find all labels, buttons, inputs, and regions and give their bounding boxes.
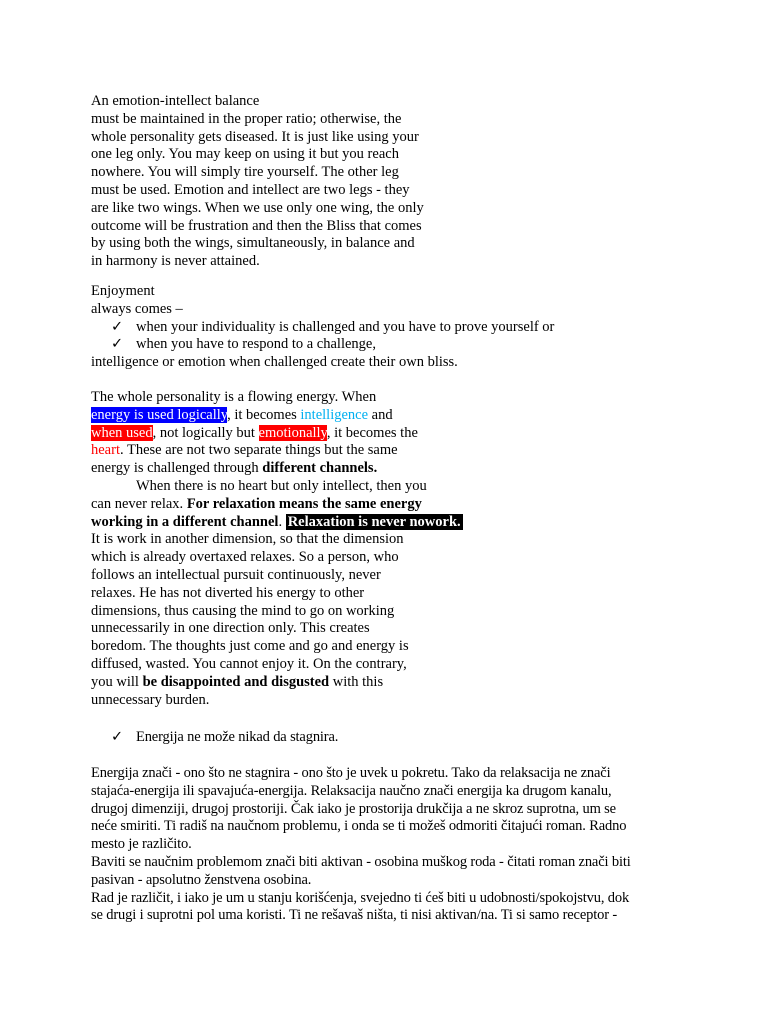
- text-run: , not logically but: [152, 424, 259, 441]
- text-line: outcome will be frustration and then the Bliss that comes: [91, 217, 422, 234]
- text-line: boredom. The thoughts just come and go and energy is: [91, 638, 409, 655]
- highlight-red: when used: [91, 424, 153, 441]
- text-run: and: [368, 406, 393, 423]
- text-line: follows an intellectual pursuit continuously, never: [91, 566, 381, 583]
- enjoyment-heading: Enjoyment: [91, 283, 155, 299]
- list-item-text: Energija ne može nikad da stagnira.: [136, 729, 339, 745]
- check-icon: ✓: [111, 318, 124, 335]
- word-heart: heart: [91, 442, 120, 459]
- list-item-text: when you have to respond to a challenge,: [136, 336, 376, 353]
- text-run: . These are not two separate things but the same: [119, 442, 398, 459]
- text-line: diffused, wasted. You cannot enjoy it. On the contrary,: [91, 655, 407, 672]
- text-run: you will: [91, 673, 143, 690]
- text-line: which is already overtaxed relaxes. So a person, who: [91, 549, 399, 566]
- paragraph-serbian-bullet: [91, 729, 338, 747]
- text-line: It is work in another dimension, so that the dimension: [91, 531, 404, 548]
- highlight-black: Relaxation is never nowork.: [287, 513, 461, 530]
- text-line: [91, 425, 463, 443]
- text-run: , it becomes: [227, 406, 301, 423]
- text-line: whole personality gets diseased. It is just like using your: [91, 128, 419, 145]
- bold-text: For relaxation means the same energy: [186, 495, 422, 512]
- list-item: [91, 729, 338, 747]
- text-line: pasivan - apsolutno ženstvena osobina.: [91, 871, 312, 888]
- text-line: relaxes. He has not diverted his energy to other: [91, 584, 365, 601]
- text-line: must be maintained in the proper ratio; otherwise, the: [91, 110, 402, 127]
- text-line: nowhere. You will simply tire yourself. The other leg: [91, 164, 399, 181]
- text-line: Rad je različit, i iako je um u stanju korišćenja, svejedno ti ćeš biti u udobnosti/spokojstvu, dok: [91, 889, 630, 906]
- text-line: must be used. Emotion and intellect are two legs - they: [91, 181, 410, 198]
- text-run: .: [278, 513, 286, 530]
- word-intelligence: intelligence: [300, 406, 369, 423]
- paragraph-serbian: [91, 765, 631, 925]
- text-line: [91, 407, 463, 425]
- text-line: intelligence or emotion when challenged create their own bliss.: [91, 354, 458, 371]
- text-line: [91, 674, 463, 692]
- text-line: unnecessarily in one direction only. This creates: [91, 620, 370, 637]
- text-line: [91, 442, 463, 460]
- text-line: dimensions, thus causing the mind to go on working: [91, 602, 395, 619]
- text-line: in harmony is never attained.: [91, 253, 260, 270]
- text-line: are like two wings. When we use only one wing, the only: [91, 199, 424, 216]
- list-item-text: when your individuality is challenged and you have to prove yourself or: [136, 318, 555, 335]
- text-line: An emotion-intellect balance: [91, 93, 260, 109]
- check-icon: ✓: [111, 336, 124, 353]
- text-line: always comes –: [91, 300, 183, 317]
- text-line: drugoj dimenziji, drugoj prostoriji. Čak iako je prostorija drukčija a ne skroz suprotna, um se: [91, 800, 616, 817]
- bold-text: working in a different channel: [91, 513, 279, 530]
- highlight-red: emotionally: [258, 424, 327, 441]
- text-run: with this: [329, 673, 384, 690]
- text-line: stajaća-energija ili spavajuća-energija. Relaksacija naučno znači energija ka drugom kanalu,: [91, 782, 612, 799]
- text-line: neće smiriti. Ti radiš na naučnom problemu, i onda se ti možeš odmoriti čitajući roman. Radno: [91, 818, 627, 835]
- paragraph-energy: [91, 389, 463, 709]
- text-run: energy is challenged through: [91, 460, 263, 477]
- paragraph-balance: [91, 93, 424, 271]
- text-line: mesto je različito.: [91, 836, 192, 853]
- paragraph-enjoyment: [91, 283, 554, 372]
- text-line: unnecessary burden.: [91, 691, 210, 708]
- text-run: , it becomes the: [326, 424, 418, 441]
- bold-text: be disappointed and disgusted: [142, 673, 330, 690]
- text-run: can never relax.: [91, 495, 187, 512]
- text-line: [91, 514, 463, 532]
- text-line: one leg only. You may keep on using it but you reach: [91, 146, 399, 163]
- list-item: [91, 336, 554, 354]
- check-icon: ✓: [111, 729, 123, 745]
- text-line: The whole personality is a flowing energy. When: [91, 389, 377, 405]
- text-line: [91, 460, 463, 478]
- bold-text: different channels.: [262, 460, 378, 477]
- list-item: [91, 319, 554, 337]
- text-line: When there is no heart but only intellect, then you: [136, 477, 427, 494]
- text-line: [91, 496, 463, 514]
- text-line: Energija znači - ono što ne stagnira - ono što je uvek u pokretu. Tako da relaksacija ne znači: [91, 765, 611, 781]
- text-line: by using both the wings, simultaneously, in balance and: [91, 235, 415, 252]
- highlight-blue: energy is used logically: [91, 406, 228, 423]
- text-line: Baviti se naučnim problemom znači biti aktivan - osobina muškog roda - čitati roman znači biti: [91, 853, 631, 870]
- text-line: se drugi i suprotni pol uma koristi. Ti ne rešavaš ništa, ti nisi aktivan/na. Ti si samo receptor -: [91, 907, 618, 924]
